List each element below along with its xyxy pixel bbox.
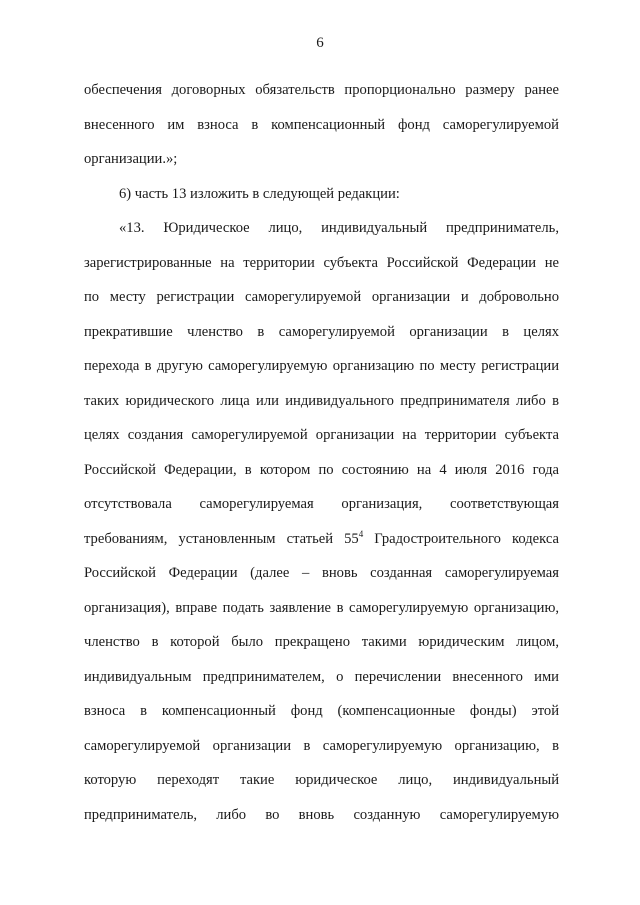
text-line: обеспечения договорных обязательств пропорционально размеру ранее	[84, 82, 559, 98]
text-line: «13. Юридическое лицо, индивидуальный предприниматель,	[119, 220, 559, 236]
text-line: индивидуальным предпринимателем, о перечислении внесенного ими	[84, 668, 559, 685]
text-line: внесенного им взноса в компенсационный фонд саморегулируемой	[84, 116, 559, 133]
text-line: по месту регистрации саморегулируемой организации и добровольно	[84, 289, 559, 305]
text-line: предприниматель, либо во вновь созданную саморегулируемую	[84, 806, 559, 823]
text-line: саморегулируемой организации в саморегулируемую организацию, в	[84, 737, 559, 754]
text-line: перехода в другую саморегулируемую организацию по месту регистрации	[84, 358, 559, 374]
text-line: таких юридического лица или индивидуального предпринимателя либо в	[84, 392, 559, 409]
text-line: организации.»;	[84, 151, 178, 167]
text-line: прекратившие членство в саморегулируемой организации в целях	[84, 323, 559, 340]
text-line: членство в которой было прекращено такими юридическим лицом,	[84, 634, 559, 650]
superscript: 4	[358, 528, 364, 539]
text-line: которую переходят такие юридическое лицо, индивидуальный	[84, 772, 559, 788]
document-body	[84, 73, 559, 832]
text-line: взноса в компенсационный фонд (компенсационные фонды) этой	[84, 703, 559, 719]
text-line: зарегистрированные на территории субъекта Российской Федерации не	[84, 254, 559, 271]
text-fragment: требованиям, установленным статьей 55	[84, 530, 359, 547]
text-line: 6) часть 13 изложить в следующей редакции:	[119, 185, 400, 202]
text-line-article-reference	[84, 522, 559, 557]
text-line: Российской Федерации, в котором по состоянию на 4 июля 2016 года	[84, 461, 559, 478]
text-line: организация), вправе подать заявление в саморегулируемую организацию,	[84, 599, 559, 616]
text-line: Российской Федерации (далее – вновь созданная саморегулируемая	[84, 565, 559, 581]
page-number: 6	[316, 35, 324, 51]
text-fragment: Градостроительного кодекса	[363, 530, 559, 547]
text-line: целях создания саморегулируемой организации на территории субъекта	[84, 427, 559, 443]
text-line: отсутствовала саморегулируемая организация, соответствующая	[84, 496, 559, 512]
